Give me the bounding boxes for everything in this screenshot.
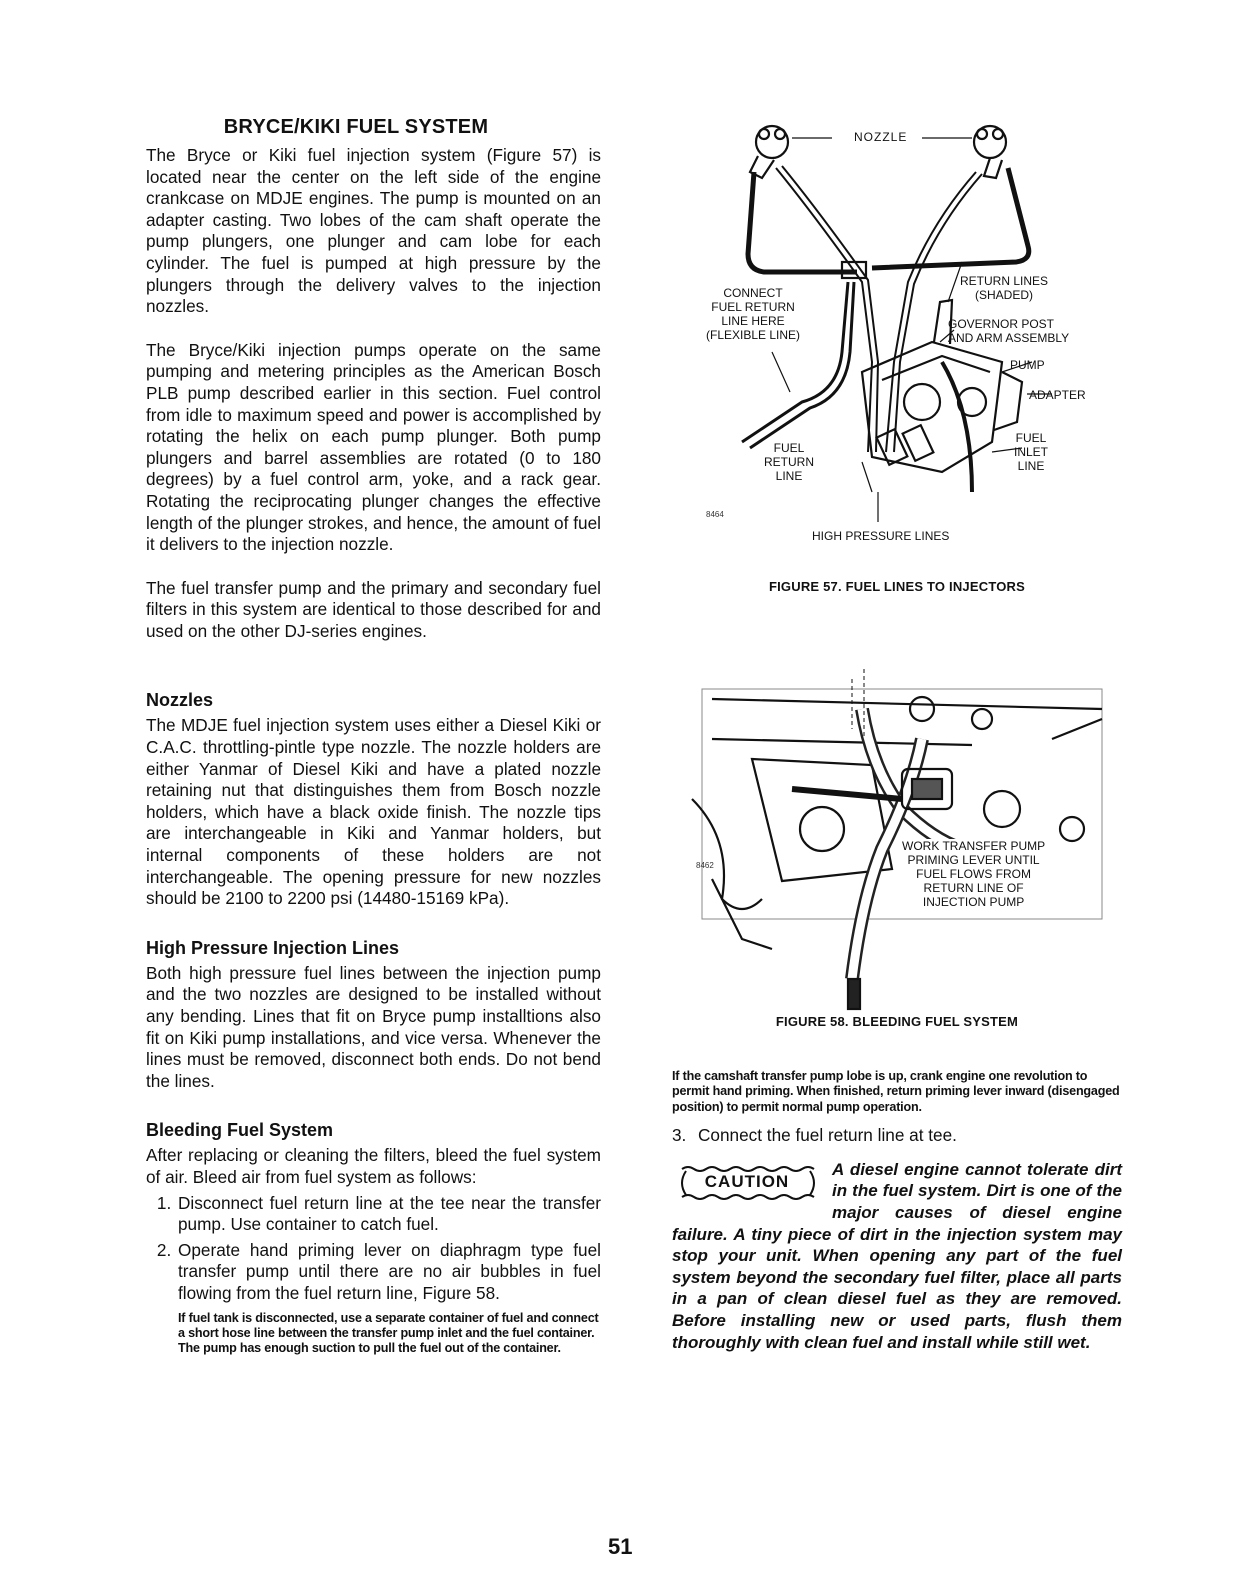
caution-text: A diesel engine cannot tolerate dirt in the fuel system. Dirt is one of the major causes of diesel engine failure. A tiny piece of dirt in the injection system may stop your unit. When opening any part of the fuel system beyond the secondary fuel filter, place all parts in a pan of clean diesel fuel as they are removed. Before installing new or used parts, flush them thoroughly with clean fuel and install while still wet.: [672, 1159, 1122, 1352]
bleeding-step-1: 1. Disconnect fuel return line at the tee near the transfer pump. Use container to catch fuel.: [176, 1193, 601, 1236]
nozzles-heading: Nozzles: [146, 690, 214, 711]
step-3-text: Connect the fuel return line at tee.: [698, 1125, 957, 1146]
step-3-number: 3.: [672, 1125, 687, 1146]
bleeding-step-3: [672, 1125, 1122, 1147]
bleeding-paragraph: After replacing or cleaning the filters, bleed the fuel system of air. Bleed air from fuel system as follows:: [146, 1145, 601, 1187]
caution-block: [672, 1159, 1122, 1353]
bleeding-heading: Bleeding Fuel System: [146, 1120, 334, 1141]
label-return-lines: RETURN LINES (SHADED): [960, 274, 1049, 302]
label-nozzle: NOZZLE: [854, 130, 908, 144]
label-governor: GOVERNOR POST AND ARM ASSEMBLY: [948, 317, 1070, 345]
camshaft-note: If the camshaft transfer pump lobe is up, crank engine one revolution to permit hand priming. When finished, return priming lever inward (disengaged position) to permit normal pump operation.: [672, 1069, 1120, 1114]
fuel-tank-note: If fuel tank is disconnected, use a separate container of fuel and connect a short hose line between the transfer pump inlet and the fuel container. The pump has enough suction to pull the fuel out of the container.: [178, 1310, 599, 1356]
section-title: BRYCE/KIKI FUEL SYSTEM: [223, 116, 489, 138]
intro-paragraph-1: The Bryce or Kiki fuel injection system (Figure 57) is located near the center on the left side of the engine crankcase on MDJE engines. The pump is mounted on an adapter casting. Two lobes of the cam shaft operate the pump plungers, one plunger and cam lobe for each cylinder. The fuel is pumped at high pressure by the plungers through the delivery valves to the injection nozzles.: [146, 145, 601, 317]
label-fuel-inlet-line: FUEL INLET LINE: [1014, 431, 1049, 473]
label-adapter: ADAPTER: [1029, 388, 1086, 402]
figure-58: [672, 649, 1122, 1034]
caution-badge: [672, 1163, 822, 1203]
figure-58-caption: FIGURE 58. BLEEDING FUEL SYSTEM: [775, 1014, 1019, 1029]
bleeding-steps: [146, 1193, 601, 1305]
figure-57: [672, 112, 1122, 597]
page-number: 51: [608, 1534, 633, 1559]
intro-paragraph-2: The Bryce/Kiki injection pumps operate on the same pumping and metering principles as the American Bosch PLB pump described earlier in this section. Fuel control from idle to maximum speed and power is accomplished by rotating the helix on each pump plunger. Both pump plungers and barrel assemblies are rotated (0 to 180 degrees) by a fuel control arm, yoke, and a rack gear. Rotating the reciprocating plunger changes the effective length of the plunger strokes, and hence, the amount of fuel it delivers to the injection nozzle.: [146, 339, 601, 555]
figure-58-callout: WORK TRANSFER PUMP PRIMING LEVER UNTIL FUEL FLOWS FROM RETURN LINE OF INJECTION PUMP: [902, 839, 1046, 909]
label-connect-fuel-return: CONNECT FUEL RETURN LINE HERE (FLEXIBLE LINE): [706, 286, 801, 342]
label-fuel-return-line: FUEL RETURN LINE: [764, 441, 814, 483]
figure-58-ref: 8462: [696, 861, 714, 870]
label-high-pressure-lines: HIGH PRESSURE LINES: [812, 529, 950, 543]
high-pressure-heading: High Pressure Injection Lines: [146, 937, 400, 958]
figure-57-caption: FIGURE 57. FUEL LINES TO INJECTORS: [768, 579, 1025, 594]
bleeding-step-2: 2. Operate hand priming lever on diaphragm type fuel transfer pump until there are no air bubbles in fuel flowing from the fuel return line, Figure 58.: [176, 1240, 601, 1305]
caution-label: CAUTION: [704, 1171, 790, 1191]
label-pump: PUMP: [1010, 358, 1045, 372]
right-column: [672, 112, 1122, 1353]
figure-57-ref: 8464: [706, 510, 724, 519]
left-column: [146, 116, 601, 1357]
intro-paragraph-3: The fuel transfer pump and the primary and secondary fuel filters in this system are identical to those described for and used on the other DJ-series engines.: [146, 577, 601, 641]
bleeding-illustration: [672, 649, 1122, 1034]
high-pressure-paragraph: Both high pressure fuel lines between the injection pump and the two nozzles are designed to be installed without any bending. Lines that fit on Bryce pump installtions also fit on Kiki pump installations, and vice versa. Whenever the lines must be removed, disconnect both ends. Do not bend the lines.: [146, 962, 601, 1091]
nozzles-paragraph: The MDJE fuel injection system uses either a Diesel Kiki or C.A.C. throttling-pintle type nozzle. The nozzle holders are either Yanmar of Diesel Kiki and have a plated nozzle retaining nut that distinguishes them from Bosch nozzle holders, which have a black oxide finish. The nozzle tips are interchangeable in Kiki and Yanmar holders, but internal components of these holders are not interchangeable. The opening pressure for new nozzles should be 2100 to 2200 psi (14480-15169 kPa).: [146, 715, 601, 909]
